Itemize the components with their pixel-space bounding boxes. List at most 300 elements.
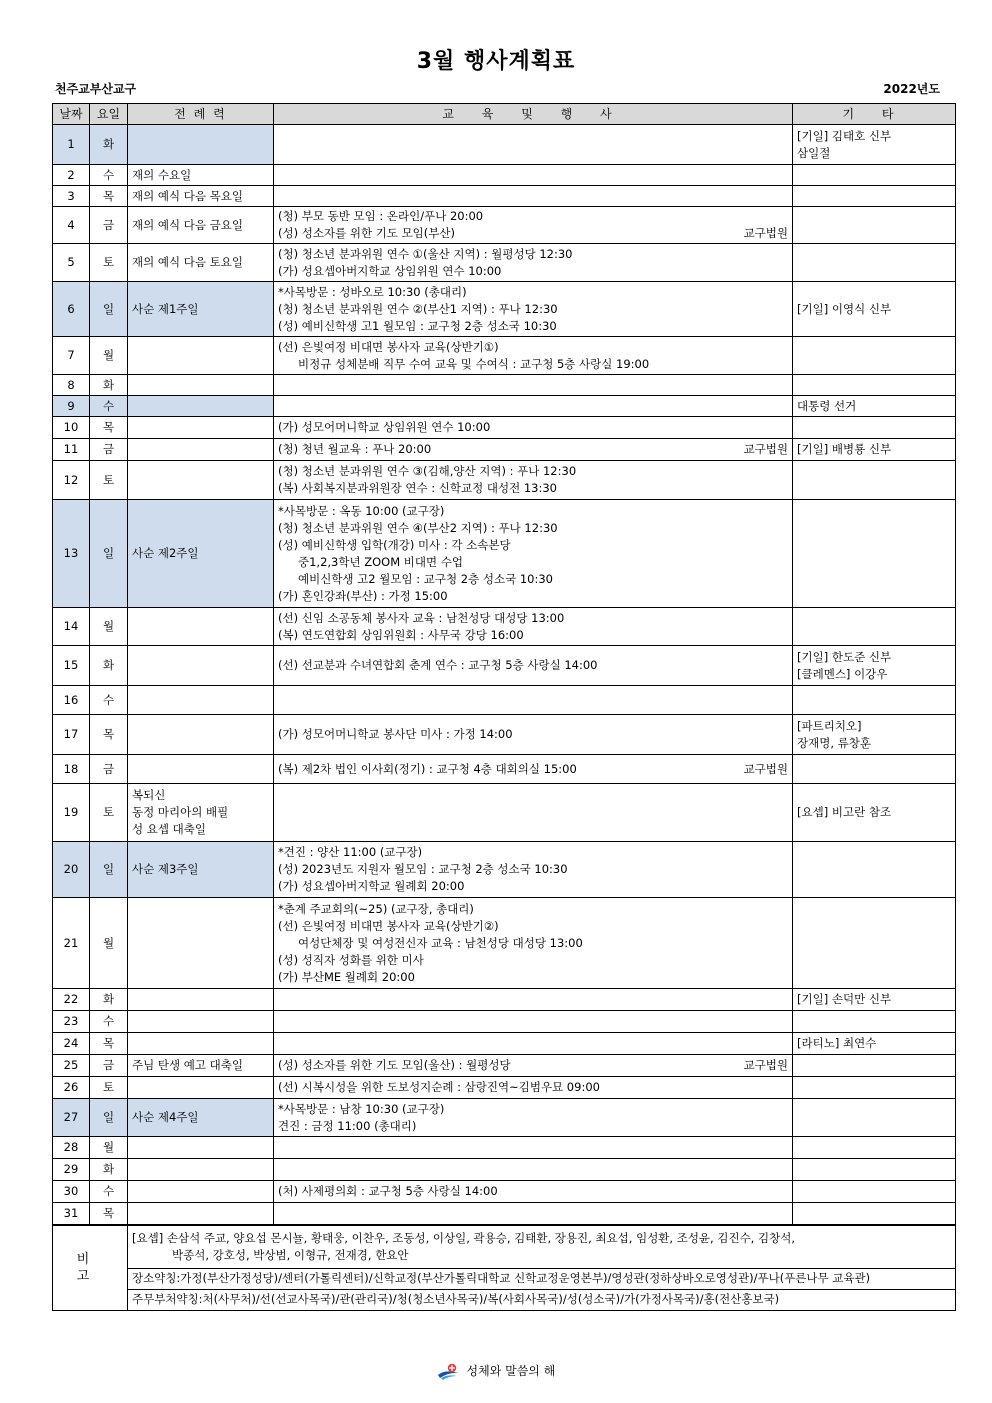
row-date: 15	[53, 646, 90, 686]
liturgy-line: 복되신	[132, 788, 166, 802]
schedule-row	[53, 186, 956, 207]
footer-text: 성체와 말씀의 해	[466, 1364, 556, 1378]
event-line	[278, 225, 788, 242]
row-etc	[793, 337, 956, 375]
row-etc	[793, 755, 956, 784]
row-events	[274, 207, 793, 244]
row-etc	[793, 646, 956, 686]
event-text: (선) 선교분과 수녀연합회 춘계 연수 : 교구청 5층 사랑실 14:00	[278, 658, 598, 672]
event-line	[278, 726, 788, 743]
row-etc	[793, 1159, 956, 1181]
row-day: 목	[90, 186, 128, 207]
event-text: *사목방문 : 남창 10:30 (교구장)	[278, 1101, 445, 1116]
notes-places: 장소약칭:가정(부산가정성당)/센터(가톨릭센터)/신학교정(부산가톨릭대학교 신학교정운영본부)/영성관(정하상바오로영성관)/푸나(푸른나무 교육관)	[128, 1268, 956, 1289]
event-line	[278, 918, 788, 935]
row-etc	[793, 125, 956, 165]
row-liturgy	[128, 439, 274, 461]
row-etc	[793, 396, 956, 417]
notes-row-names	[53, 1225, 956, 1269]
event-text: 중1,2,3학년 ZOOM 비대면 수업	[298, 554, 464, 569]
event-line	[278, 1183, 788, 1200]
row-day: 화	[90, 375, 128, 396]
row-day: 화	[90, 989, 128, 1011]
event-line	[278, 246, 788, 263]
row-date: 24	[53, 1033, 90, 1055]
event-text: (성) 예비신학생 입학(개강) 미사 : 각 소속본당	[278, 537, 511, 552]
schedule-row	[53, 842, 956, 898]
row-liturgy	[128, 1137, 274, 1159]
etc-line: [요셉] 비고란 참조	[797, 805, 892, 819]
row-events	[274, 755, 793, 784]
row-events	[274, 608, 793, 646]
schedule-row	[53, 500, 956, 608]
event-line	[278, 537, 788, 554]
row-liturgy	[128, 461, 274, 500]
row-day: 수	[90, 396, 128, 417]
event-text: (가) 성모어머니학교 상임위원 연수 10:00	[278, 420, 491, 434]
row-day: 일	[90, 500, 128, 608]
notes-names	[128, 1225, 956, 1269]
event-line	[278, 1118, 788, 1135]
event-line	[278, 1101, 788, 1118]
row-liturgy	[128, 500, 274, 608]
event-text: (선) 은빛여정 비대면 봉사자 교육(상반기①)	[278, 339, 499, 354]
event-text: (처) 사제평의회 : 교구청 5층 사랑실 14:00	[278, 1184, 498, 1198]
notes-names-line1: [요셉] 손삼석 주교, 양요섭 몬시뇰, 황태웅, 이찬우, 조동성, 이상일, 곽용승, 김태환, 장용진, 최요섭, 임성환, 조성윤, 김진수, 김창석,	[132, 1230, 795, 1245]
row-etc	[793, 165, 956, 186]
event-text: (성) 성직자 성화를 위한 미사	[278, 952, 424, 967]
event-line	[278, 480, 788, 497]
row-liturgy	[128, 337, 274, 375]
row-day: 수	[90, 686, 128, 715]
row-etc	[793, 500, 956, 608]
row-date: 4	[53, 207, 90, 244]
row-day: 수	[90, 1181, 128, 1203]
row-date: 28	[53, 1137, 90, 1159]
row-events	[274, 1137, 793, 1159]
row-date: 27	[53, 1099, 90, 1137]
row-date: 14	[53, 608, 90, 646]
row-etc	[793, 244, 956, 282]
row-day: 수	[90, 1011, 128, 1033]
row-day: 수	[90, 165, 128, 186]
event-line	[278, 1057, 788, 1074]
schedule-row	[53, 207, 956, 244]
row-liturgy	[128, 715, 274, 755]
row-liturgy	[128, 686, 274, 715]
row-day: 금	[90, 207, 128, 244]
schedule-row	[53, 244, 956, 282]
row-date: 30	[53, 1181, 90, 1203]
event-line	[278, 761, 788, 778]
event-line	[278, 318, 788, 335]
etc-line: [기일] 한도준 신부	[797, 649, 892, 664]
row-events	[274, 500, 793, 608]
event-line	[278, 301, 788, 318]
row-events	[274, 1099, 793, 1137]
row-events	[274, 337, 793, 375]
etc-line: [기일] 이영식 신부	[797, 301, 892, 316]
year-label: 2022년도	[883, 82, 940, 96]
row-etc	[793, 715, 956, 755]
row-etc	[793, 375, 956, 396]
row-day: 일	[90, 842, 128, 898]
schedule-row	[53, 165, 956, 186]
col-header-events: 교 육 및 행 사	[274, 104, 793, 125]
row-date: 1	[53, 125, 90, 165]
notes-section	[53, 1225, 956, 1311]
row-etc	[793, 1033, 956, 1055]
schedule-table	[52, 103, 956, 1311]
row-day: 화	[90, 646, 128, 686]
row-date: 17	[53, 715, 90, 755]
col-header-liturgy: 전 례 력	[128, 104, 274, 125]
liturgy-line: 동정 마리아의 배필	[132, 805, 229, 819]
event-text: (성) 2023년도 지원자 월모임 : 교구청 2층 성소국 10:30	[278, 862, 568, 876]
row-etc	[793, 898, 956, 989]
event-line	[278, 441, 788, 458]
event-text: (선) 신임 소공동체 봉사자 교육 : 남천성당 대성당 13:00	[278, 610, 565, 625]
liturgy-line: 주님 탄생 예고 대축일	[132, 1058, 243, 1072]
event-line	[278, 935, 788, 952]
row-liturgy	[128, 1055, 274, 1077]
row-events	[274, 125, 793, 165]
col-header-day: 요일	[90, 104, 128, 125]
row-liturgy	[128, 1011, 274, 1033]
row-events	[274, 686, 793, 715]
event-text: (선) 은빛여정 비대면 봉사자 교육(상반기②)	[278, 918, 499, 933]
event-text: (청) 청소년 분과위원 연수 ④(부산2 지역) : 푸나 12:30	[278, 520, 558, 535]
event-text: *사목방문 : 성바오로 10:30 (총대리)	[278, 284, 467, 299]
schedule-row	[53, 396, 956, 417]
event-text: (청) 부모 동반 모임 : 온라인/푸나 20:00	[278, 209, 484, 223]
row-events	[274, 1077, 793, 1099]
liturgy-line: 사순 제2주일	[132, 546, 199, 560]
row-liturgy	[128, 186, 274, 207]
diocese-logo-icon	[437, 1363, 459, 1381]
etc-line: 삼일절	[797, 145, 831, 160]
row-date: 19	[53, 784, 90, 842]
row-day: 금	[90, 439, 128, 461]
row-day: 금	[90, 1055, 128, 1077]
event-line	[278, 588, 788, 605]
etc-line: [기일] 배병룡 신부	[797, 442, 892, 456]
row-day: 목	[90, 1033, 128, 1055]
footer	[0, 1362, 992, 1381]
event-tag: 교구법원	[743, 226, 788, 240]
row-day: 일	[90, 1099, 128, 1137]
row-day: 월	[90, 898, 128, 989]
row-day: 토	[90, 784, 128, 842]
row-day: 화	[90, 125, 128, 165]
etc-line: [기일] 손덕만 신부	[797, 992, 892, 1006]
row-events	[274, 186, 793, 207]
row-events	[274, 1181, 793, 1203]
row-liturgy	[128, 1159, 274, 1181]
row-date: 2	[53, 165, 90, 186]
event-text: (가) 성모어머니학교 봉사단 미사 : 가정 14:00	[278, 727, 513, 741]
row-events	[274, 439, 793, 461]
event-text: (가) 성요셉아버지학교 월례회 20:00	[278, 879, 465, 893]
schedule-row	[53, 1137, 956, 1159]
liturgy-line: 재의 예식 다음 금요일	[132, 217, 243, 232]
row-day: 목	[90, 417, 128, 439]
event-line	[278, 878, 788, 895]
row-liturgy	[128, 396, 274, 417]
event-text: (청) 청년 월교육 : 푸나 20:00	[278, 442, 432, 456]
event-text: 견진 : 금정 11:00 (총대리)	[278, 1118, 417, 1133]
schedule-row	[53, 784, 956, 842]
event-text: 비정규 성체분배 직무 수여 교육 및 수여식 : 교구청 5층 사랑실 19:00	[298, 356, 650, 371]
row-date: 5	[53, 244, 90, 282]
row-day: 금	[90, 755, 128, 784]
row-date: 22	[53, 989, 90, 1011]
row-date: 3	[53, 186, 90, 207]
event-line	[278, 969, 788, 986]
event-line	[278, 419, 788, 436]
row-date: 7	[53, 337, 90, 375]
event-text: *견진 : 양산 11:00 (교구장)	[278, 845, 423, 859]
notes-row-places	[53, 1268, 956, 1289]
row-liturgy	[128, 755, 274, 784]
row-etc	[793, 1011, 956, 1033]
row-date: 6	[53, 282, 90, 337]
schedule-row	[53, 1077, 956, 1099]
notes-label: 비 고	[53, 1225, 128, 1311]
event-line	[278, 571, 788, 588]
row-etc	[793, 1077, 956, 1099]
row-date: 21	[53, 898, 90, 989]
event-line	[278, 503, 788, 520]
event-line	[278, 657, 788, 674]
row-events	[274, 715, 793, 755]
event-line	[278, 284, 788, 301]
event-text: (청) 청소년 분과위원 연수 ①(울산 지역) : 월평성당 12:30	[278, 246, 573, 261]
row-day: 월	[90, 337, 128, 375]
row-etc	[793, 784, 956, 842]
notes-row-offices	[53, 1289, 956, 1310]
liturgy-line: 성 요셉 대축일	[132, 822, 206, 836]
row-liturgy	[128, 165, 274, 186]
event-text: (성) 예비신학생 고1 월모임 : 교구청 2층 성소국 10:30	[278, 318, 557, 333]
row-events	[274, 417, 793, 439]
event-text: (복) 사회복지분과위원장 연수 : 신학교정 대성전 13:30	[278, 481, 557, 495]
event-text: (복) 연도연합회 상임위원회 : 사무국 강당 16:00	[278, 627, 524, 642]
event-text: (선) 시복시성을 위한 도보성지순례 : 삼랑진역~김범우묘 09:00	[278, 1080, 600, 1094]
etc-line: [클레멘스] 이강우	[797, 666, 888, 681]
row-liturgy	[128, 842, 274, 898]
row-liturgy	[128, 898, 274, 989]
schedule-row	[53, 715, 956, 755]
row-events	[274, 1159, 793, 1181]
event-line	[278, 627, 788, 644]
row-date: 11	[53, 439, 90, 461]
schedule-row	[53, 439, 956, 461]
row-etc	[793, 207, 956, 244]
row-events	[274, 165, 793, 186]
schedule-row	[53, 1203, 956, 1225]
row-events	[274, 396, 793, 417]
row-events	[274, 989, 793, 1011]
event-text: 여성단체장 및 여성전신자 교육 : 남천성당 대성당 13:00	[298, 935, 583, 950]
organization-name: 천주교부산교구	[55, 82, 137, 96]
row-date: 10	[53, 417, 90, 439]
row-events	[274, 1033, 793, 1055]
schedule-row	[53, 125, 956, 165]
notes-offices: 주무부처약칭:처(사무처)/선(선교사목국)/관(관리국)/청(청소년사목국)/복(사회사목국)/성(성소국)/가(가정사목국)/홍(전산홍보국)	[128, 1289, 956, 1310]
schedule-row	[53, 1159, 956, 1181]
row-etc	[793, 686, 956, 715]
row-liturgy	[128, 989, 274, 1011]
row-etc	[793, 417, 956, 439]
row-events	[274, 1055, 793, 1077]
event-text: (가) 부산ME 월례회 20:00	[278, 969, 415, 984]
event-line	[278, 520, 788, 537]
row-day: 토	[90, 244, 128, 282]
row-date: 13	[53, 500, 90, 608]
event-line	[278, 356, 788, 373]
col-header-etc: 기 타	[793, 104, 956, 125]
schedule-row	[53, 1181, 956, 1203]
liturgy-line: 사순 제4주일	[132, 1110, 199, 1124]
col-header-date: 날짜	[53, 104, 90, 125]
notes-names-line2: 박종석, 강호성, 박상범, 이형규, 전재경, 한요안	[172, 1247, 409, 1262]
table-header-row	[53, 104, 956, 125]
event-line	[278, 901, 788, 918]
etc-line: [기일] 김태호 신부	[797, 128, 892, 143]
row-events	[274, 282, 793, 337]
row-events	[274, 784, 793, 842]
schedule-row	[53, 1011, 956, 1033]
schedule-row	[53, 755, 956, 784]
row-date: 18	[53, 755, 90, 784]
schedule-row	[53, 608, 956, 646]
page-title: 3월 행사계획표	[416, 49, 576, 74]
liturgy-line: 재의 예식 다음 목요일	[132, 188, 243, 203]
schedule-row	[53, 375, 956, 396]
row-liturgy	[128, 244, 274, 282]
row-date: 25	[53, 1055, 90, 1077]
row-etc	[793, 842, 956, 898]
row-events	[274, 646, 793, 686]
event-text: (가) 혼인강좌(부산) : 가정 15:00	[278, 588, 448, 603]
etc-line: [파트리치오]	[797, 718, 862, 733]
row-etc	[793, 1055, 956, 1077]
schedule-row	[53, 417, 956, 439]
row-day: 일	[90, 282, 128, 337]
schedule-row	[53, 989, 956, 1011]
event-tag: 교구법원	[743, 442, 788, 456]
row-day: 목	[90, 715, 128, 755]
schedule-row	[53, 337, 956, 375]
row-day: 월	[90, 1137, 128, 1159]
event-line	[278, 844, 788, 861]
row-liturgy	[128, 1077, 274, 1099]
event-line	[278, 463, 788, 480]
event-text: (성) 성소자를 위한 기도 모임(부산)	[278, 226, 455, 240]
etc-line: 장재명, 류창훈	[797, 735, 871, 750]
row-date: 20	[53, 842, 90, 898]
row-liturgy	[128, 1033, 274, 1055]
row-liturgy	[128, 1099, 274, 1137]
schedule-row	[53, 282, 956, 337]
schedule-row	[53, 461, 956, 500]
event-line	[278, 208, 788, 225]
row-date: 31	[53, 1203, 90, 1225]
etc-line: [라티노] 최연수	[797, 1036, 877, 1050]
event-text: (복) 제2차 법인 이사회(정기) : 교구청 4층 대회의실 15:00	[278, 761, 577, 776]
row-etc	[793, 439, 956, 461]
etc-line: 대통령 선거	[797, 398, 857, 413]
row-liturgy	[128, 207, 274, 244]
event-text: (가) 성요셉아버지학교 상임위원 연수 10:00	[278, 263, 502, 278]
liturgy-line: 재의 수요일	[132, 167, 192, 182]
row-etc	[793, 1203, 956, 1225]
event-tag: 교구법원	[743, 1058, 788, 1072]
row-liturgy	[128, 125, 274, 165]
schedule-row	[53, 898, 956, 989]
liturgy-line: 재의 예식 다음 토요일	[132, 255, 243, 269]
event-line	[278, 339, 788, 356]
row-day: 목	[90, 1203, 128, 1225]
event-line	[278, 952, 788, 969]
row-liturgy	[128, 282, 274, 337]
row-date: 23	[53, 1011, 90, 1033]
row-liturgy	[128, 608, 274, 646]
row-events	[274, 461, 793, 500]
row-etc	[793, 461, 956, 500]
row-day: 토	[90, 1077, 128, 1099]
row-etc	[793, 282, 956, 337]
row-events	[274, 842, 793, 898]
event-text: (청) 청소년 분과위원 연수 ②(부산1 지역) : 푸나 12:30	[278, 301, 558, 316]
schedule-row	[53, 686, 956, 715]
row-liturgy	[128, 1181, 274, 1203]
row-liturgy	[128, 1203, 274, 1225]
row-etc	[793, 1181, 956, 1203]
row-date: 16	[53, 686, 90, 715]
event-line	[278, 610, 788, 627]
event-text: (성) 성소자를 위한 기도 모임(울산) : 월평성당	[278, 1058, 511, 1072]
liturgy-line: 사순 제1주일	[132, 301, 199, 316]
row-date: 29	[53, 1159, 90, 1181]
row-etc	[793, 1099, 956, 1137]
row-day: 토	[90, 461, 128, 500]
row-etc	[793, 186, 956, 207]
schedule-row	[53, 646, 956, 686]
event-tag: 교구법원	[743, 761, 788, 776]
row-liturgy	[128, 417, 274, 439]
event-line	[278, 861, 788, 878]
row-day: 화	[90, 1159, 128, 1181]
row-etc	[793, 989, 956, 1011]
schedule-body	[53, 125, 956, 1225]
row-etc	[793, 1137, 956, 1159]
event-line	[278, 1079, 788, 1096]
schedule-row	[53, 1055, 956, 1077]
row-liturgy	[128, 646, 274, 686]
schedule-row	[53, 1033, 956, 1055]
event-text: *춘계 주교회의(~25) (교구장, 총대리)	[278, 901, 474, 916]
liturgy-line: 사순 제3주일	[132, 862, 199, 876]
row-date: 26	[53, 1077, 90, 1099]
row-date: 8	[53, 375, 90, 396]
row-date: 12	[53, 461, 90, 500]
row-etc	[793, 608, 956, 646]
event-line	[278, 263, 788, 280]
event-text: *사목방문 : 옥동 10:00 (교구장)	[278, 503, 445, 518]
row-date: 9	[53, 396, 90, 417]
